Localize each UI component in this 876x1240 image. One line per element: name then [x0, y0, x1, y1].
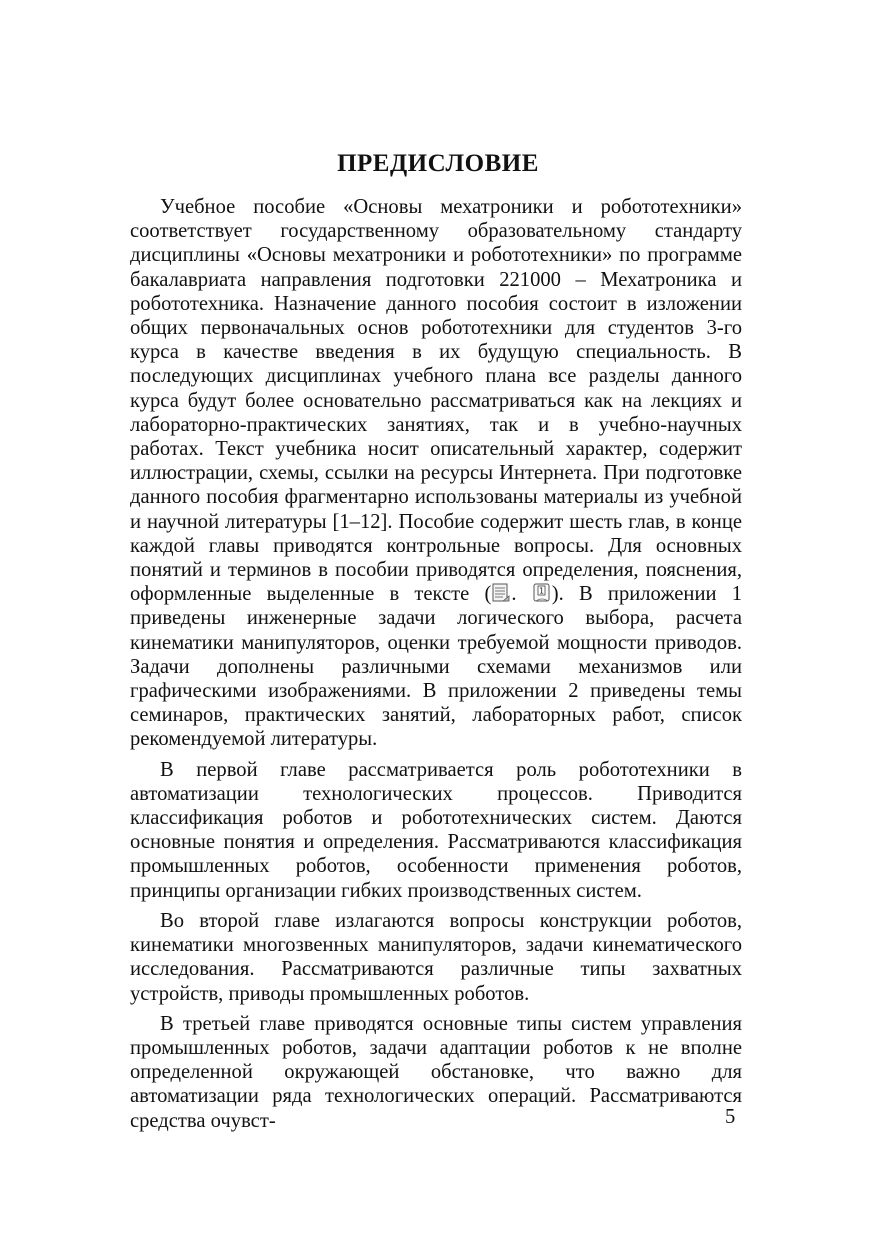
- notepad-icon: [492, 583, 510, 603]
- page-number: 5: [725, 1106, 736, 1128]
- paragraph-1-part-1: Учебное пособие «Основы мехатроники и робототехники» соответствует государственному образовательному стандарту дисциплины «Основы мехатроники и робототехники» по программе бакалавриата направления подготовки 221000 – Мехатроника и робототехника. Назначение данного пособия состоит в изложении общих первоначальных основ робототехники для студентов 3-го курса в качестве введения в их будущую специальность. В последующих дисциплинах учебного плана все разделы данного курса будут более основательно рассматриваться как на лекциях и лабораторно-практических занятиях, так и в учебно-научных работах. Текст учебника носит описательный характер, содержит иллюстрации, схемы, ссылки на ресурсы Интернета. При подготовке данного пособия фрагментарно использованы материалы из учебной и научной литературы [1–12]. Пособие содержит шесть глав, в конце каждой главы приводятся контрольные вопросы. Для основных понятий и терминов в пособии приводятся определения, пояснения, оформленные выделенные в тексте (: [130, 196, 742, 606]
- paragraph-3: Во второй главе излагаются вопросы конструкции роботов, кинематики многозвенных манипуляторов, задачи кинематического исследования. Рассматриваются различные типы захватных устройств, приводы промышленных роботов.: [130, 909, 742, 1005]
- paragraph-1-part-3: ). В приложении 1 приведены инженерные задачи логического выбора, расчета кинематики манипуляторов, оценки требуемой мощности приводов. Задачи дополнены различными схемами механизмов или графическими изображениями. В приложении 2 приведены темы семинаров, практических занятий, лабораторных работ, список рекомендуемой литературы.: [130, 583, 743, 751]
- page-title: ПРЕДИСЛОВИЕ: [337, 150, 539, 177]
- body-text: [130, 195, 742, 1139]
- paragraph-1-part-2: .: [511, 583, 532, 606]
- paragraph-1: [130, 195, 742, 752]
- note-icon-label: 1: [538, 586, 544, 596]
- paragraph-4: В третьей главе приводятся основные типы систем управления промышленных роботов, задачи адаптации роботов к не вполне определенной окружающей обстановке, что важно для автоматизации ряда технологических операций. Рассматриваются средства очувст-: [130, 1012, 742, 1132]
- numbered-note-icon: [533, 583, 551, 603]
- paragraph-2: В первой главе рассматривается роль робототехники в автоматизации технологических процессов. Приводится классификация роботов и робототехнических систем. Даются основные понятия и определения. Рассматриваются классификация промышленных роботов, особенности применения роботов, принципы организации гибких производственных систем.: [130, 758, 742, 902]
